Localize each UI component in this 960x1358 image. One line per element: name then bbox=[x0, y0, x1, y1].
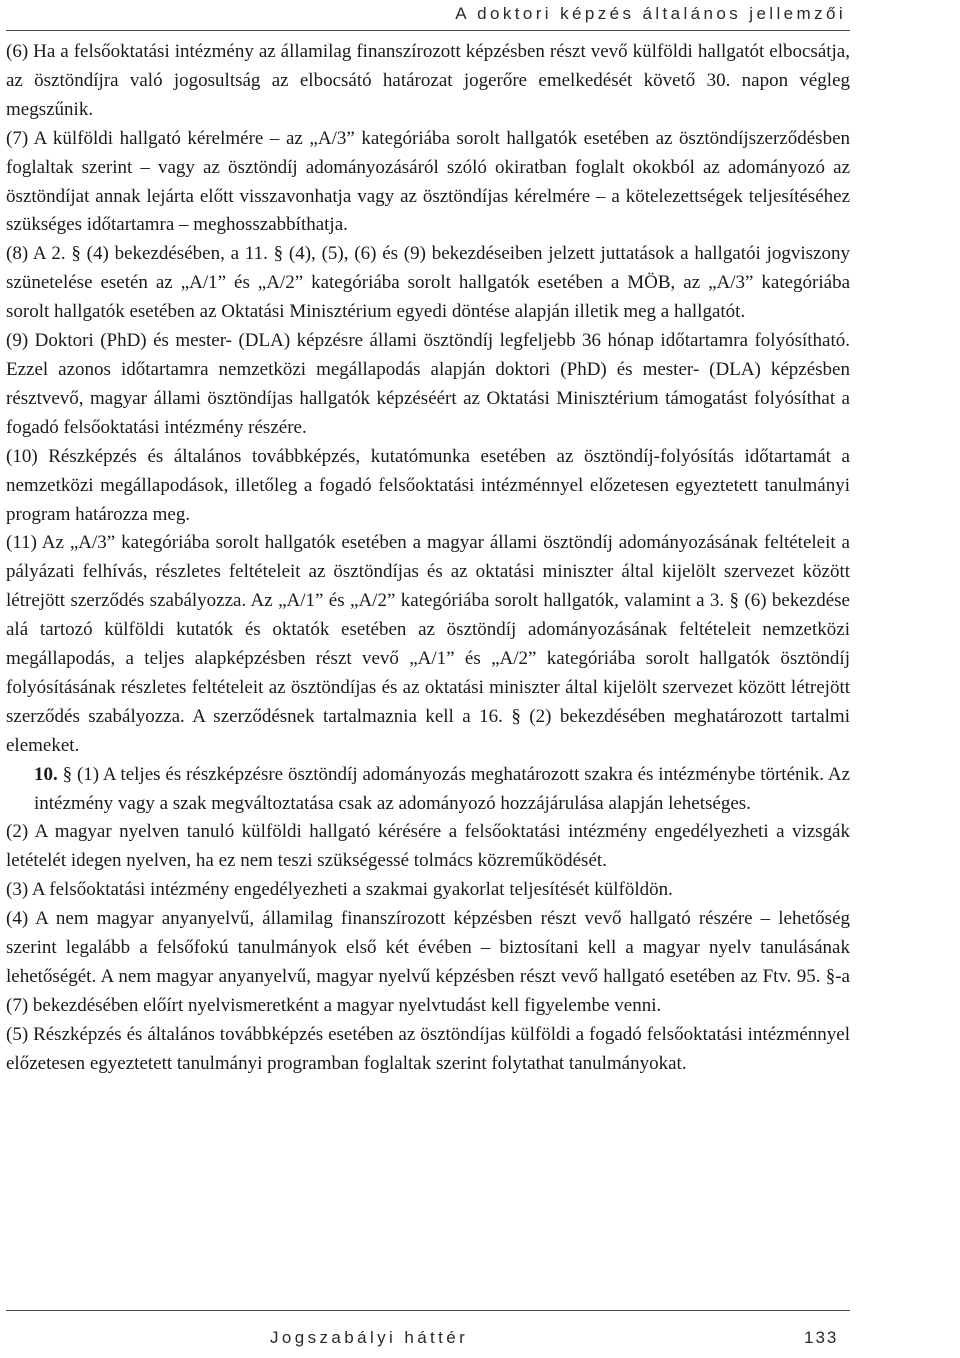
paragraph-9: (9) Doktori (PhD) és mester- (DLA) képzésre állami ösztöndíj legfeljebb 36 hónap időtartamra folyósítható. Ezzel azonos időtartamra nemzetközi megállapodás alapján doktori (PhD) és mester- (DLA) képzésben résztvevő, magyar állami ösztöndíjas hallgatók képzéséért az Oktatási Minisztérium támogatást folyósíthat a fogadó felsőoktatási intézmény részére. bbox=[6, 330, 850, 438]
section-10-text: § (1) A teljes és részképzésre ösztöndíj adományozás meghatározott szakra és intézménybe történik. Az intézmény vagy a szak megváltoztatása csak az adományozó hozzájárulása alapján lehetséges. bbox=[34, 763, 851, 814]
paragraph-8: (8) A 2. § (4) bekezdésében, a 11. § (4), (5), (6) és (9) bekezdéseiben jelzett juttatások a hallgatói jogviszony szünetelése esetén az „A/1” és „A/2” kategóriába sorolt hallgatók esetében a MÖB, az „A/3” kategóriába sorolt hallgatók esetében az Oktatási Minisztérium egyedi döntése alapján illetik meg a hallgatót. bbox=[6, 243, 850, 323]
section-10-paragraph-2: (2) A magyar nyelven tanuló külföldi hallgató kérésére a felsőoktatási intézmény engedélyezheti a vizsgák letételét idegen nyelven, ha ez nem teszi szükségessé tolmács közreműködését. bbox=[6, 821, 850, 872]
paragraph-6: (6) Ha a felsőoktatási intézmény az államilag finanszírozott képzésben részt vevő külföldi hallgatót elbocsátja, az ösztöndíjra való jogosultság az elbocsátó határozat jogerőre emelkedését követő 30. napon végleg megszűnik. bbox=[6, 41, 850, 120]
paragraph-10: (10) Részképzés és általános továbbképzés, kutatómunka esetében az ösztöndíj-folyósítás időtartamát a nemzetközi megállapodások, illetőleg a fogadó felsőoktatási intézménnyel előzetesen egyeztetett tanulmányi program határozza meg. bbox=[6, 445, 850, 525]
section-10-paragraph-1 bbox=[6, 761, 850, 819]
running-footer: Jogszabályi háttér bbox=[270, 1328, 469, 1347]
document-body bbox=[6, 38, 850, 1079]
paragraph-7: (7) A külföldi hallgató kérelmére – az „A/3” kategóriába sorolt hallgatók esetében az ösztöndíjszerződésben foglaltak szerint – vagy az ösztöndíj adományozásáról szóló okiratban foglalt okokból az adományozó az ösztöndíjat annak lejárta előtt visszavonhatja vagy az ösztöndíjas kérelmére – a kötelezettségek teljesítéséhez szükséges időtartamra – meghosszabbíthatja. bbox=[6, 127, 850, 236]
footer-rule bbox=[6, 1310, 850, 1311]
section-10-paragraph-5: (5) Részképzés és általános továbbképzés esetében az ösztöndíjas külföldi a fogadó felsőoktatási intézménnyel előzetesen egyeztetett tanulmányi programban foglaltak szerint folytathat tanulmányokat. bbox=[6, 1023, 850, 1074]
section-number: 10. bbox=[34, 763, 58, 785]
section-10-paragraph-4: (4) A nem magyar anyanyelvű, államilag finanszírozott képzésben részt vevő hallgató részére – lehetőség szerint legalább a felsőfokú tanulmányok első két évében – biztosítani kell a magyar nyelv tanulásának lehetőségét. A nem magyar anyanyelvű, magyar nyelvű képzésben részt vevő hallgató esetében az Ftv. 95. §-a (7) bekezdésében előírt nyelvismeretként a magyar nyelvtudást kell figyelembe venni. bbox=[6, 908, 850, 1016]
running-header: A doktori képzés általános jellemzői bbox=[455, 4, 846, 23]
paragraph-11: (11) Az „A/3” kategóriába sorolt hallgatók esetében a magyar állami ösztöndíj adományozásának feltételeit a pályázati felhívás, részletes feltételeit az ösztöndíjas és az oktatási miniszter által kijelölt szervezet között létrejött szerződés szabályozza. Az „A/1” és „A/2” kategóriába sorolt hallgatók, valamint a 3. § (6) bekezdése alá tartozó külföldi kutatók és oktatók esetében az ösztöndíj adományozásának feltételeit nemzetközi megállapodás, a teljes alapképzésben részt vevő „A/1” és „A/2” kategóriába sorolt hallgatók ösztöndíj folyósításának részletes feltételeit az ösztöndíjas és az oktatási miniszter által kijelölt szervezet között létrejött szerződés szabályozza. A szerződésnek tartalmaznia kell a 16. § (2) bekezdésében meghatározott tartalmi elemeket. bbox=[6, 532, 850, 756]
section-10-paragraph-3: (3) A felsőoktatási intézmény engedélyezheti a szakmai gyakorlat teljesítését külföldön. bbox=[6, 879, 673, 901]
header-rule bbox=[6, 30, 850, 31]
page-number: 133 bbox=[804, 1328, 839, 1347]
